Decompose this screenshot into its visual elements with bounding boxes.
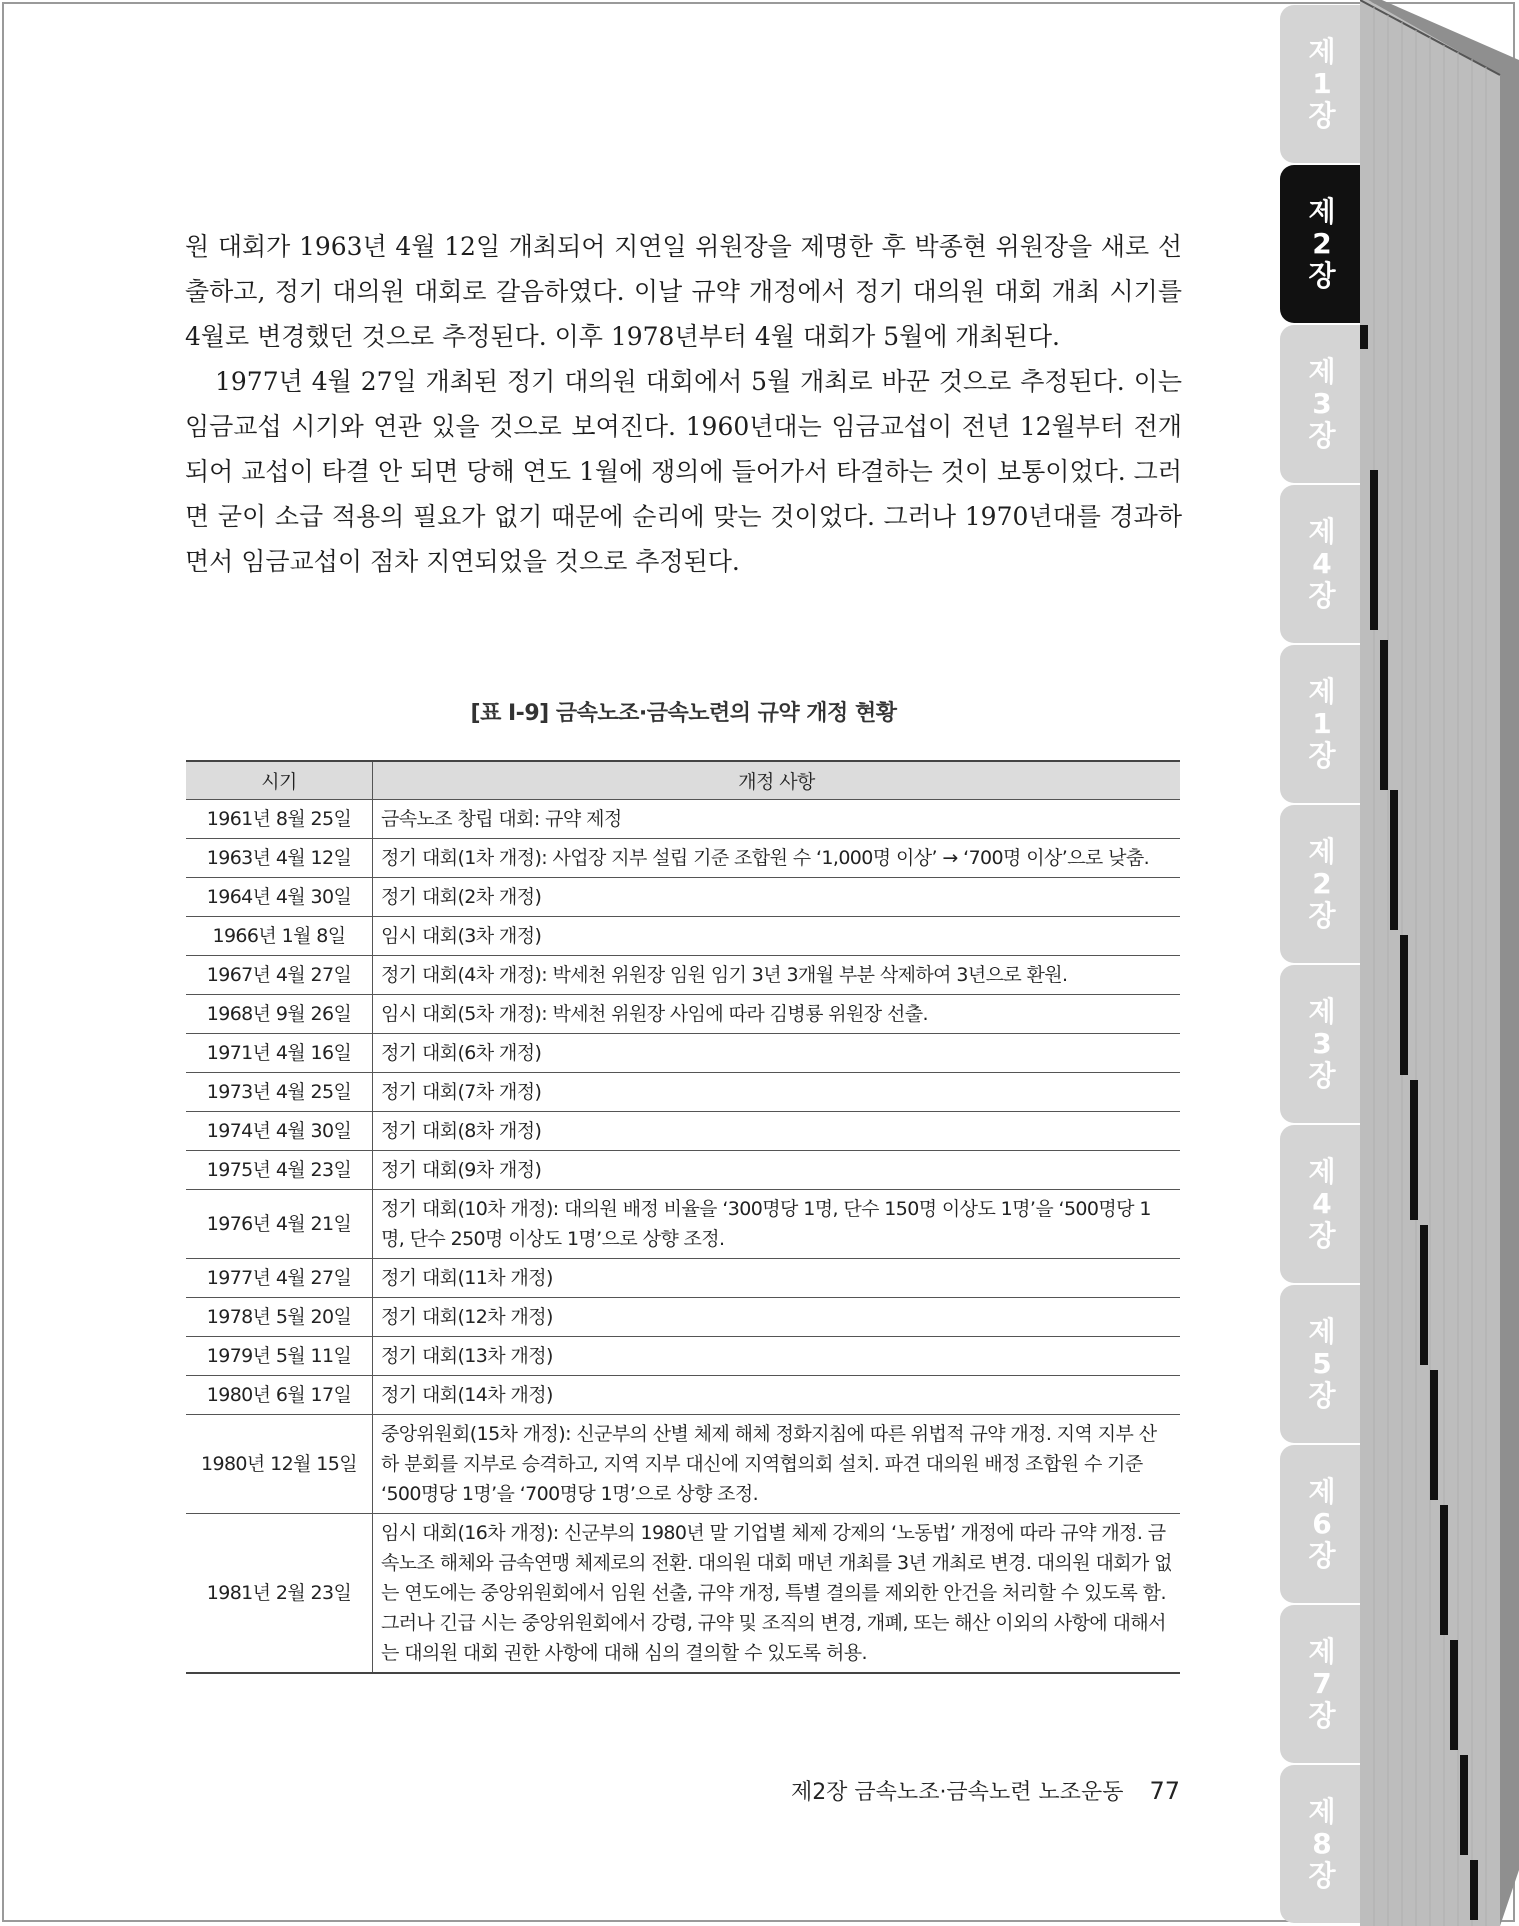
- row-content: 정기 대회(1차 개정): 사업장 지부 설립 기준 조합원 수 ‘1,000명 이상’ → ‘700명 이상’으로 낮춤.: [373, 839, 1181, 878]
- chapter-tab[interactable]: [1280, 1285, 1364, 1443]
- table-row: [186, 1034, 1180, 1073]
- chapter-tab[interactable]: [1280, 485, 1364, 643]
- chapter-tab-label: 제3장: [1308, 995, 1336, 1092]
- row-date: 1966년 1월 8일: [186, 917, 373, 956]
- row-date: 1968년 9월 26일: [186, 995, 373, 1034]
- chapter-tab-label: 제1장: [1308, 35, 1336, 132]
- row-date: 1981년 2월 23일: [186, 1514, 373, 1674]
- chapter-tab-label: 제8장: [1308, 1795, 1336, 1892]
- row-content: 정기 대회(8차 개정): [373, 1112, 1181, 1151]
- chapter-tab[interactable]: [1280, 645, 1364, 803]
- row-date: 1963년 4월 12일: [186, 839, 373, 878]
- chapter-tab-label: 제2장: [1308, 835, 1336, 932]
- chapter-tab-label: 제1장: [1308, 675, 1336, 772]
- table-caption: [표 Ⅰ-9] 금속노조·금속노련의 규약 개정 현황: [470, 701, 897, 726]
- row-date: 1971년 4월 16일: [186, 1034, 373, 1073]
- row-content: 정기 대회(12차 개정): [373, 1298, 1181, 1337]
- table-row: [186, 917, 1180, 956]
- chapter-tab-label: 제4장: [1308, 515, 1336, 612]
- chapter-tabs: [1280, 0, 1364, 1926]
- chapter-edge-marker: [1370, 470, 1378, 630]
- chapter-tab[interactable]: [1280, 1445, 1364, 1603]
- revision-table: [186, 760, 1180, 1674]
- table-row: [186, 1376, 1180, 1415]
- table-body: [186, 800, 1180, 1674]
- table-row: [186, 1337, 1180, 1376]
- row-content: 임시 대회(16차 개정): 신군부의 1980년 말 기업별 체제 강제의 ‘노동법’ 개정에 따라 규약 개정. 금속노조 해체와 금속연맹 체제로의 전환. 대의원 대회 매년 개최를 3년 개최로 변경. 대의원 대회가 없는 연도에는 중앙위원회에서 임원 선출, 규약 개정, 특별 결의를 제외한 안건을 처리할 수 있도록 함. 그러나 긴급 시는 중앙위원회에서 강령, 규약 및 조직의 변경, 개폐, 또는 해산 이외의 사항에 대해서는 대의원 대회 권한 사항에 대해 심의 결의할 수 있도록 허용.: [373, 1514, 1181, 1674]
- table-row: [186, 1190, 1180, 1259]
- table-row: [186, 1415, 1180, 1514]
- body-text: [185, 224, 1182, 584]
- chapter-tab[interactable]: [1280, 1605, 1364, 1763]
- table-row: [186, 878, 1180, 917]
- column-header-date: 시기: [186, 761, 373, 800]
- row-content: 정기 대회(6차 개정): [373, 1034, 1181, 1073]
- row-date: 1974년 4월 30일: [186, 1112, 373, 1151]
- paragraph: 1977년 4월 27일 개최된 정기 대의원 대회에서 5월 개최로 바꾼 것으로 추정된다. 이는 임금교섭 시기와 연관 있을 것으로 보여진다. 1960년대는 임금교섭이 전년 12월부터 전개되어 교섭이 타결 안 되면 당해 연도 1월에 쟁의에 들어가서 타결하는 것이 보통이었다. 그러면 굳이 소급 적용의 필요가 없기 때문에 순리에 맞는 것이었다. 그러나 1970년대를 경과하면서 임금교섭이 점차 지연되었을 것으로 추정된다.: [185, 367, 1182, 576]
- row-content: 정기 대회(7차 개정): [373, 1073, 1181, 1112]
- book-edge: [1360, 0, 1519, 1926]
- table-row: [186, 1298, 1180, 1337]
- row-date: 1964년 4월 30일: [186, 878, 373, 917]
- chapter-tab[interactable]: [1280, 165, 1364, 323]
- row-content: 금속노조 창립 대회: 규약 제정: [373, 800, 1181, 839]
- table-row: [186, 956, 1180, 995]
- row-date: 1979년 5월 11일: [186, 1337, 373, 1376]
- chapter-tab[interactable]: [1280, 805, 1364, 963]
- row-content: 정기 대회(10차 개정): 대의원 배정 비율을 ‘300명당 1명, 단수 150명 이상도 1명’을 ‘500명당 1명, 단수 250명 이상도 1명’으로 상향 조정.: [373, 1190, 1181, 1259]
- row-content: 정기 대회(14차 개정): [373, 1376, 1181, 1415]
- chapter-tab-label: 제2장: [1308, 195, 1336, 292]
- row-date: 1961년 8월 25일: [186, 800, 373, 839]
- table-row: [186, 839, 1180, 878]
- table-row: [186, 1514, 1180, 1674]
- chapter-edge-marker: [1460, 1755, 1468, 1855]
- chapter-tab-label: 제4장: [1308, 1155, 1336, 1252]
- page-number: 77: [1149, 1777, 1180, 1805]
- row-content: 정기 대회(13차 개정): [373, 1337, 1181, 1376]
- chapter-edge-marker: [1360, 325, 1368, 349]
- row-content: 정기 대회(2차 개정): [373, 878, 1181, 917]
- row-date: 1973년 4월 25일: [186, 1073, 373, 1112]
- chapter-tab-label: 제6장: [1308, 1475, 1336, 1572]
- chapter-edge-marker: [1450, 1640, 1458, 1750]
- row-content: 임시 대회(3차 개정): [373, 917, 1181, 956]
- chapter-edge-marker: [1470, 1860, 1478, 1920]
- row-date: 1978년 5월 20일: [186, 1298, 373, 1337]
- table-row: [186, 995, 1180, 1034]
- row-date: 1980년 6월 17일: [186, 1376, 373, 1415]
- paragraph: 원 대회가 1963년 4월 12일 개최되어 지연일 위원장을 제명한 후 박종현 위원장을 새로 선출하고, 정기 대의원 대회로 갈음하였다. 이날 규약 개정에서 정기 대의원 대회 개최 시기를 4월로 변경했던 것으로 추정된다. 이후 1978년부터 4월 대회가 5월에 개최된다.: [185, 232, 1182, 351]
- table-row: [186, 1112, 1180, 1151]
- row-date: 1980년 12월 15일: [186, 1415, 373, 1514]
- row-content: 정기 대회(9차 개정): [373, 1151, 1181, 1190]
- row-content: 정기 대회(4차 개정): 박세천 위원장 임원 임기 3년 3개월 부분 삭제하여 3년으로 환원.: [373, 956, 1181, 995]
- row-date: 1977년 4월 27일: [186, 1259, 373, 1298]
- table-row: [186, 1259, 1180, 1298]
- chapter-edge-marker: [1420, 1225, 1428, 1365]
- row-content: 정기 대회(11차 개정): [373, 1259, 1181, 1298]
- chapter-edge-marker: [1390, 790, 1398, 930]
- chapter-tab[interactable]: [1280, 965, 1364, 1123]
- chapter-tab-label: 제7장: [1308, 1635, 1336, 1732]
- chapter-edge-marker: [1430, 1370, 1438, 1500]
- row-date: 1975년 4월 23일: [186, 1151, 373, 1190]
- table-row: [186, 1073, 1180, 1112]
- chapter-edge-marker: [1440, 1505, 1448, 1635]
- chapter-tab[interactable]: [1280, 1125, 1364, 1283]
- column-header-content: 개정 사항: [373, 761, 1181, 800]
- chapter-tab[interactable]: [1280, 5, 1364, 163]
- chapter-edge-marker: [1410, 1080, 1418, 1220]
- chapter-tab[interactable]: [1280, 1765, 1364, 1923]
- row-content: 임시 대회(5차 개정): 박세천 위원장 사임에 따라 김병룡 위원장 선출.: [373, 995, 1181, 1034]
- row-date: 1967년 4월 27일: [186, 956, 373, 995]
- table-header-row: [186, 761, 1180, 800]
- chapter-edge-marker: [1400, 935, 1408, 1075]
- chapter-edge-marker: [1380, 640, 1388, 790]
- chapter-tab[interactable]: [1280, 325, 1364, 483]
- chapter-tab-label: 제5장: [1308, 1315, 1336, 1412]
- row-date: 1976년 4월 21일: [186, 1190, 373, 1259]
- table-row: [186, 800, 1180, 839]
- row-content: 중앙위원회(15차 개정): 신군부의 산별 체제 해체 정화지침에 따른 위법적 규약 개정. 지역 지부 산하 분회를 지부로 승격하고, 지역 지부 대신에 지역협의회 설치. 파견 대의원 배정 조합원 수 기준 ‘500명당 1명’을 ‘700명당 1명’으로 상향 조정.: [373, 1415, 1181, 1514]
- chapter-tab-label: 제3장: [1308, 355, 1336, 452]
- table-row: [186, 1151, 1180, 1190]
- page-footer: [760, 1775, 1180, 1806]
- running-title: 제2장 금속노조·금속노련 노조운동: [790, 1780, 1124, 1805]
